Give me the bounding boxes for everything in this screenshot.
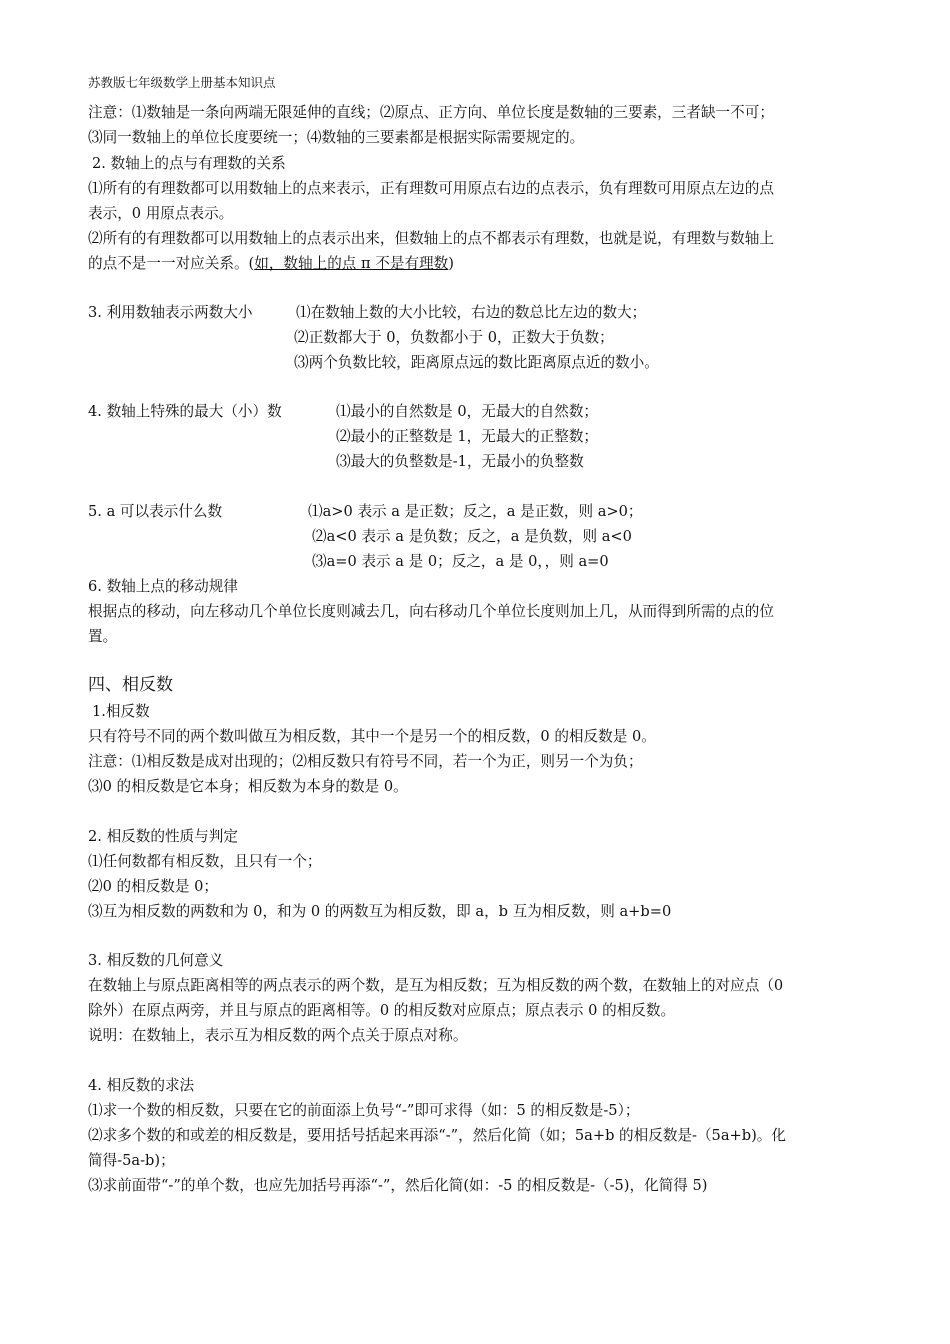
opposite-s4-line-4: ⑶求前面带“-”的单个数，也应先加括号再添“-”，然后化简(如：-5 的相反数是-（-5)，化简得 5): [88, 1177, 708, 1194]
opposite-s2-item: ⑶互为相反数的两数和为 0，和为 0 的两数互为相反数，即 a，b 互为相反数，则 a+b=0: [88, 903, 672, 920]
axis-s3-title: 3. 利用数轴表示两数大小: [88, 304, 253, 321]
axis-s3-item: ⑴在数轴上数的大小比较，右边的数总比左边的数大；: [296, 304, 647, 321]
axis-s4-item: ⑵最小的正整数是 1，无最大的正整数；: [336, 428, 599, 445]
axis-note-line-1: 注意：⑴数轴是一条向两端无限延伸的直线；⑵原点、正方向、单位长度是数轴的三要素，三者缺一不可；: [88, 104, 774, 121]
opposite-s2-title: 2. 相反数的性质与判定: [88, 828, 238, 845]
axis-s6-title: 6. 数轴上点的移动规律: [88, 578, 238, 595]
opposite-s3-title: 3. 相反数的几何意义: [88, 952, 224, 969]
opposite-s4-title: 4. 相反数的求法: [88, 1077, 195, 1094]
opposite-s4-line-3: 简得-5a-b)；: [88, 1152, 175, 1169]
opposite-s3-line-2: 除外）在原点两旁，并且与原点的距离相等。0 的相反数对应原点；原点表示 0 的相反数。: [88, 1002, 676, 1019]
opposite-s4-line-2: ⑵求多个数的和或差的相反数是，要用括号括起来再添“-”，然后化简（如；5a+b 的相反数是-（5a+b)。化: [88, 1127, 786, 1144]
document-header: 苏教版七年级数学上册基本知识点: [88, 75, 276, 90]
axis-s2-p2-line-1: ⑵所有的有理数都可以用数轴上的点表示出来，但数轴上的点不都表示有理数，也就是说，有理数与数轴上: [88, 230, 774, 247]
opposite-s3-line-1: 在数轴上与原点距离相等的两点表示的两个数，是互为相反数；互为相反数的两个数，在数轴上的对应点（0: [88, 977, 784, 994]
opposite-s2-item: ⑵0 的相反数是 0；: [88, 878, 219, 895]
opposite-s1-definition: 只有符号不同的两个数叫做互为相反数，其中一个是另一个的相反数，0 的相反数是 0。: [88, 728, 656, 745]
axis-s2-p1-line-1: ⑴所有的有理数都可以用数轴上的点来表示，正有理数可用原点右边的点表示，负有理数可用原点左边的点: [88, 180, 774, 197]
axis-note-line-2: ⑶同一数轴上的单位长度要统一；⑷数轴的三要素都是根据实际需要规定的。: [88, 129, 585, 146]
opposite-s1-note-1: 注意：⑴相反数是成对出现的；⑵相反数只有符号不同，若一个为正，则另一个为负；: [88, 753, 643, 770]
axis-s2-p2-post: ): [448, 255, 454, 272]
axis-s2-p1-line-2: 表示，0 用原点表示。: [88, 205, 234, 222]
opposite-s1-note-2: ⑶0 的相反数是它本身；相反数为本身的数是 0。: [88, 778, 408, 795]
opposite-s4-line-1: ⑴求一个数的相反数，只要在它的前面添上负号“-”即可求得（如：5 的相反数是-5）；: [88, 1102, 640, 1119]
axis-s4-item: ⑴最小的自然数是 0，无最大的自然数；: [336, 403, 599, 420]
axis-s4-title: 4. 数轴上特殊的最大（小）数: [88, 403, 282, 420]
axis-s2-title: 2. 数轴上的点与有理数的关系: [92, 155, 286, 172]
axis-s5-item: ⑶a=0 表示 a 是 0；反之，a 是 0，，则 a=0: [312, 553, 609, 570]
opposite-s3-line-3: 说明：在数轴上，表示互为相反数的两个点关于原点对称。: [88, 1027, 468, 1044]
axis-s6-line-1: 根据点的移动，向左移动几个单位长度则减去几，向右移动几个单位长度则加上几，从而得到所需的点的位: [88, 603, 774, 620]
axis-s4-item: ⑶最大的负整数是-1，无最小的负整数: [336, 453, 584, 470]
axis-s5-item: ⑴a>0 表示 a 是正数；反之，a 是正数，则 a>0；: [308, 503, 643, 520]
axis-s2-p2-underlined: 如，数轴上的点 π 不是有理数: [254, 255, 449, 272]
opposite-s1-title: 1.相反数: [92, 703, 150, 720]
axis-s3-item: ⑵正数都大于 0，负数都小于 0，正数大于负数；: [294, 329, 614, 346]
axis-s5-title: 5. a 可以表示什么数: [88, 503, 223, 520]
axis-s5-item: ⑵a<0 表示 a 是负数；反之，a 是负数，则 a<0: [312, 528, 632, 545]
section-heading-opposite: 四、相反数: [88, 675, 173, 695]
opposite-s2-item: ⑴任何数都有相反数，且只有一个；: [88, 853, 322, 870]
axis-s6-line-2: 置。: [88, 628, 118, 645]
axis-s2-p2-pre: 的点不是一一对应关系。(: [88, 255, 255, 272]
axis-s2-p2-line-2: [88, 253, 454, 275]
axis-s3-item: ⑶两个负数比较，距离原点远的数比距离原点近的数小。: [294, 354, 659, 371]
